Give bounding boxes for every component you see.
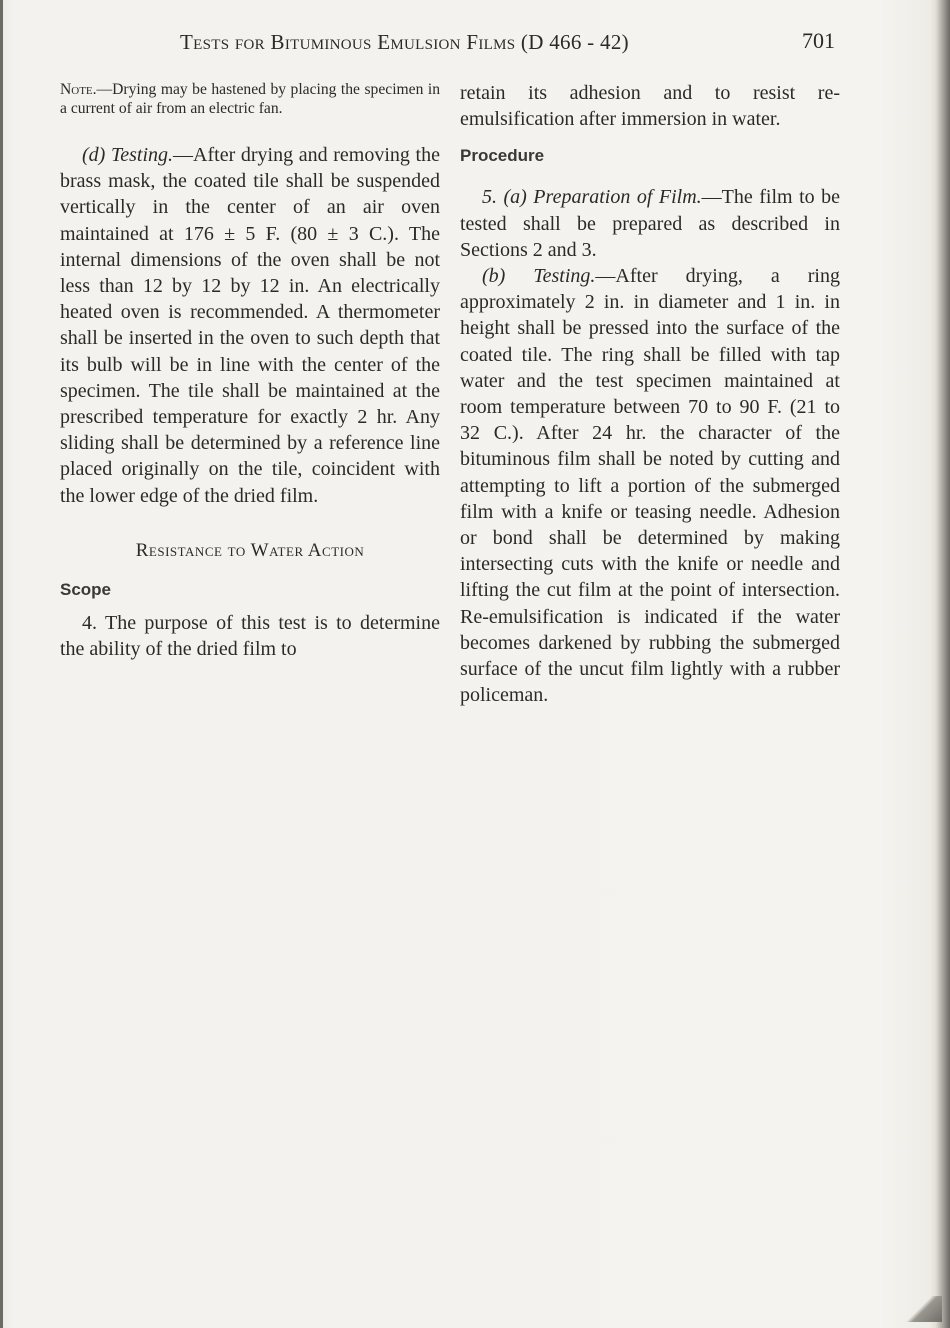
running-title: Tests for Bituminous Emulsion Films (D 466 - 42) [180,30,629,54]
right-column [460,80,840,708]
testing-d-label: (d) Testing. [82,144,174,166]
note-label: Note. [60,81,97,98]
preparation-text: —The film to be tested shall be prepared as described in Sections 2 and 3. [460,186,840,261]
testing-b-label: (b) Testing. [482,265,596,288]
preparation-label: 5. (a) Preparation of Film. [482,186,702,209]
section-heading: Resistance to Water Action [135,539,365,561]
page-number: 701 [802,28,835,53]
scope-paragraph-end: retain its adhesion and to resist re-emulsification after immersion in water. [460,82,840,131]
scope-heading: Scope [60,579,112,599]
page-corner-curl [902,1296,942,1322]
preparation-paragraph [460,184,840,263]
procedure-heading: Procedure [460,146,545,166]
scope-paragraph-start: 4. The purpose of this test is to determine the ability of the dried film to [60,611,440,661]
page-left-edge [0,0,3,1328]
testing-d-paragraph [60,142,440,509]
testing-b-paragraph [460,263,840,708]
note-text: —Drying may be hastened by placing the specimen in a current of air from an electric fan. [60,81,440,117]
testing-b-text: —After drying, a ring approximately 2 in. in diameter and 1 in. in height shall be pressed into the surface of the coated tile. The ring shall be filled with tap water and the test specimen maintained at room temperature between 70 to 90 F. (21 to 32 C.). After 24 hr. the character of the bituminous film shall be noted by cutting and attempting to lift a portion of the submerged film with a knife or teasing needle. Adhesion or bond shall be determined by making intersecting cuts with the knife or needle and lifting the cut film at the point of intersection. Re-emulsification is indicated if the water becomes darkened by rubbing the submerged surface of the uncut film lightly with a rubber policeman. [460,265,840,707]
left-column [60,80,440,662]
page-right-edge-shadow [936,0,950,1328]
drying-note [60,80,440,118]
testing-d-text: —After drying and removing the brass mask, the coated tile shall be suspended vertically in the center of an air oven maintained at 176 ± 5 F. (80 ± 3 C.). The internal dimensions of the oven shall be not less than 12 by 12 by 12 in. An electrically heated oven is recommended. A thermometer shall be inserted in the oven to such depth that its bulb will be in line with the center of the specimen. The tile shall be maintained at the prescribed temperature for exactly 2 hr. Any sliding shall be determined by a reference line placed originally on the tile, coincident with the lower edge of the dried film. [60,144,440,507]
